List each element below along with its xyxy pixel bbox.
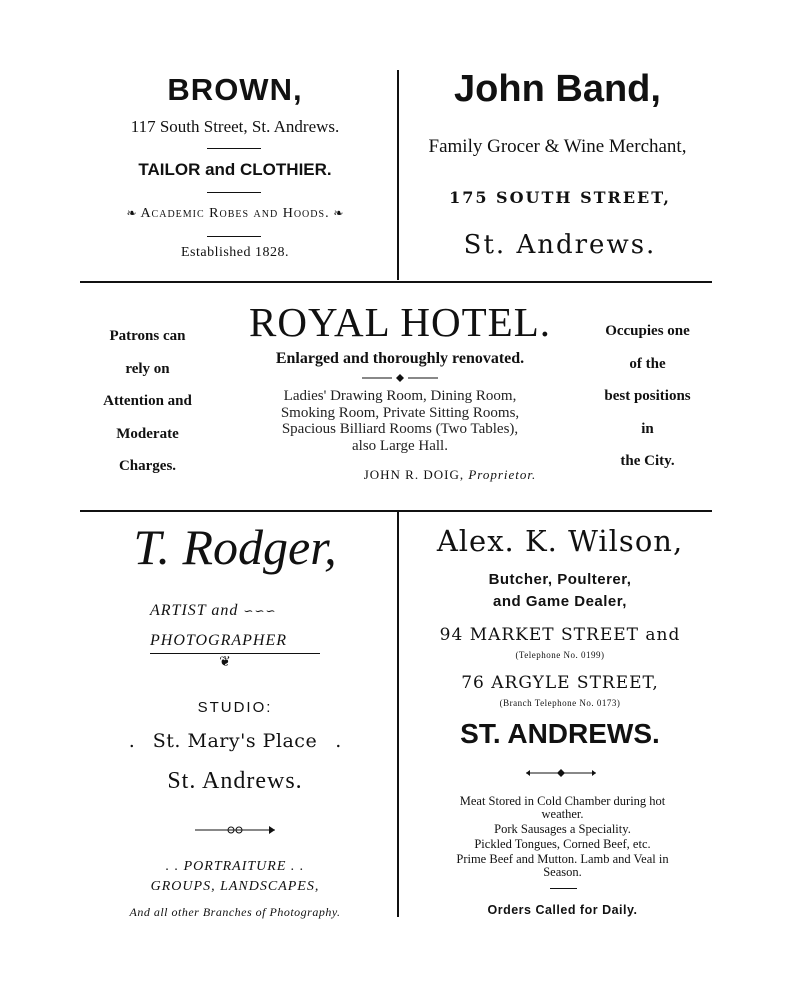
rodger-branches: And all other Branches of Photography. [129,905,341,919]
wilson-address-2: 76 ARGYLE STREET, [461,673,659,693]
wilson-trade-2: and Game Dealer, [493,593,627,610]
wilson-note-line: Season. [543,865,582,879]
hotel-right-line: of the [629,355,666,372]
hotel-room-line: Spacious Billiard Rooms (Two Tables), [281,421,519,437]
hotel-ornament-icon [360,373,440,383]
wilson-name: Alex. K. Wilson, [436,524,684,558]
hotel-left-line: Patrons can [109,328,186,344]
rodger-trade-1: ARTIST and [150,602,239,619]
rodger-ornament-icon: ❦ [219,654,231,670]
band-trade: Family Grocer & Wine Merchant, [428,136,687,157]
rodger-name: T. Rodger, [133,519,337,575]
hotel-proprietor-name: JOHN R. DOIG, [363,467,465,482]
hotel-room-line: Smoking Room, Private Sitting Rooms, [280,404,520,421]
brown-address: 117 South Street, St. Andrews. [130,117,340,136]
wilson-ornament-icon [524,768,598,778]
wilson-rule [550,888,577,889]
rodger-studio-label: STUDIO: [197,699,273,716]
wilson-note-line: Pork Sausages a Speciality. [494,822,631,836]
hotel-right-line: in [641,420,654,437]
hotel-proprietor [315,467,585,483]
rodger-studio-place: St. Mary's Place [152,730,318,752]
hotel-left-line: Charges. [118,458,177,474]
hotel-subtitle: Enlarged and thoroughly renovated. [275,350,525,367]
band-town: St. Andrews. [463,230,657,260]
rodger-trade-line-1 [150,602,390,620]
rodger-town: St. Andrews. [167,768,303,794]
wilson-notes [410,795,715,879]
brown-name: BROWN, [167,72,303,107]
brown-trade: TAILOR and CLOTHIER. [138,160,332,179]
band-address: 175 SOUTH STREET, [449,188,671,207]
fleuron-left-icon: ❧ [126,206,137,220]
middle-section-divider [80,510,712,512]
dot-right: . [335,730,342,752]
hotel-right-line: best positions [604,388,691,404]
brown-rule-3 [207,236,261,237]
rodger-groups: GROUPS, LANDSCAPES, [150,879,320,894]
brown-rule-1 [207,148,261,149]
rodger-portraiture: . . PORTRAITURE . . [165,859,305,874]
wilson-phone-1: (Telephone No. 0199) [515,650,605,660]
brown-robes-line [80,206,390,222]
hotel-right-panel [585,315,710,478]
wilson-orders: Orders Called for Daily. [487,903,638,917]
brown-established: Established 1828. [180,245,290,260]
hotel-left-line: Moderate [116,425,179,442]
brown-robes: Academic Robes and Hoods. [140,206,330,221]
rodger-flourish-icon [193,824,277,836]
wilson-note-line: weather. [541,807,584,821]
bottom-column-divider [397,512,399,917]
rodger-trade-2: PHOTOGRAPHER [150,632,288,649]
hotel-right-line: the City. [620,453,675,469]
top-column-divider [397,70,399,280]
wilson-address-1: 94 MARKET STREET and [439,625,681,645]
top-section-divider [80,281,712,283]
hotel-left-panel [85,320,210,483]
hotel-room-line: also Large Hall. [352,437,448,454]
wilson-town: ST. ANDREWS. [460,718,660,749]
hotel-title: ROYAL HOTEL. [248,299,551,345]
hotel-right-line: Occupies one [605,323,690,339]
dot-left: . [128,730,135,752]
hotel-rooms [225,388,575,454]
scroll-flourish-icon: ∽∽∽ [243,604,277,618]
wilson-note-line: Meat Stored in Cold Chamber during hot [459,794,666,808]
wilson-note-line: Prime Beef and Mutton. Lamb and Veal in [456,852,669,866]
hotel-left-line: rely on [125,360,170,377]
fleuron-right-icon: ❧ [333,206,344,220]
wilson-note-line: Pickled Tongues, Corned Beef, etc. [474,837,651,851]
rodger-studio-line [95,730,375,752]
wilson-trade-1: Butcher, Poulterer, [488,571,632,588]
hotel-left-line: Attention and [103,393,192,409]
wilson-phone-2: (Branch Telephone No. 0173) [499,698,621,708]
hotel-room-line: Ladies' Drawing Room, Dining Room, [283,388,517,404]
hotel-proprietor-title: Proprietor. [468,467,537,482]
band-name: John Band, [454,68,661,110]
brown-rule-2 [207,192,261,193]
